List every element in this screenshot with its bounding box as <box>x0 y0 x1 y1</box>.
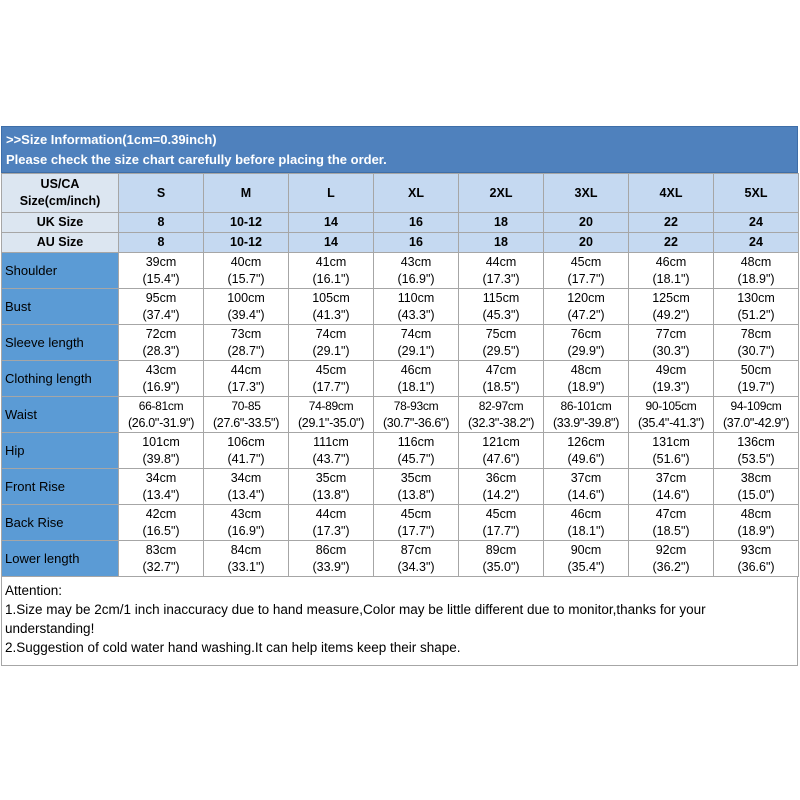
cm-value: 89cm <box>485 542 517 557</box>
cm-value: 93cm <box>740 542 772 557</box>
cm-value: 47cm <box>485 362 517 377</box>
inch-value: (13.4") <box>227 487 265 502</box>
inch-value: (15.0") <box>737 487 775 502</box>
measurement-cell <box>204 505 289 541</box>
measurement-cell <box>629 253 714 289</box>
inch-value: (30.7") <box>737 343 775 358</box>
inch-value: (36.6") <box>737 559 775 574</box>
notes-title: Attention: <box>5 583 63 598</box>
size-info-banner <box>1 126 798 173</box>
measurement-cell <box>119 541 204 577</box>
cm-value: 37cm <box>655 470 687 485</box>
cm-value: 86-101cm <box>560 398 612 413</box>
inch-value: (16.9") <box>397 271 435 286</box>
uk-size-row-cell: 24 <box>714 213 799 233</box>
inch-value: (37.4") <box>142 307 180 322</box>
cm-value: 74cm <box>315 326 347 341</box>
inch-value: (32.7") <box>142 559 180 574</box>
measurement-cell <box>204 361 289 397</box>
inch-value: (26.0"-31.9") <box>127 415 195 430</box>
measurement-cell <box>629 325 714 361</box>
measurement-cell <box>119 361 204 397</box>
measurement-row <box>2 397 799 433</box>
measurement-cell <box>374 541 459 577</box>
measurement-cell <box>629 505 714 541</box>
notes-line-2: 2.Suggestion of cold water hand washing.It can help items keep their shape. <box>5 640 461 655</box>
measurement-row <box>2 253 799 289</box>
measurement-cell <box>629 433 714 469</box>
cm-value: 86cm <box>315 542 347 557</box>
cm-value: 35cm <box>400 470 432 485</box>
us-size-row-cell: S <box>119 174 204 213</box>
measurement-cell <box>204 433 289 469</box>
cm-value: 87cm <box>400 542 432 557</box>
measurement-cell <box>544 397 629 433</box>
cm-value: 38cm <box>740 470 772 485</box>
inch-value: (14.6") <box>652 487 690 502</box>
inch-value: (43.7") <box>312 451 350 466</box>
cm-value: 35cm <box>315 470 347 485</box>
cm-value: 48cm <box>740 254 772 269</box>
au-size-row-cell: 20 <box>544 233 629 253</box>
measurement-cell <box>629 289 714 325</box>
au-size-row-label <box>2 233 119 253</box>
inch-value: (49.6") <box>567 451 605 466</box>
inch-value: (17.7") <box>312 379 350 394</box>
cm-value: 45cm <box>485 506 517 521</box>
inch-value: (13.8") <box>397 487 435 502</box>
measurement-label: Front Rise <box>2 469 119 505</box>
measurement-label: Clothing length <box>2 361 119 397</box>
cm-value: 39cm <box>145 254 177 269</box>
measurement-cell <box>544 361 629 397</box>
cm-value: 34cm <box>145 470 177 485</box>
inch-value: (30.7"-36.6") <box>382 415 450 430</box>
uk-size-row-cell: 18 <box>459 213 544 233</box>
inch-value: (29.1") <box>397 343 435 358</box>
measurement-cell <box>544 325 629 361</box>
cm-value: 44cm <box>230 362 262 377</box>
us-size-row-cell: 4XL <box>629 174 714 213</box>
inch-value: (45.3") <box>482 307 520 322</box>
cm-value: 82-97cm <box>478 398 524 413</box>
cm-value: 48cm <box>570 362 602 377</box>
measurement-cell <box>714 433 799 469</box>
cm-value: 66-81cm <box>138 398 184 413</box>
inch-value: (14.2") <box>482 487 520 502</box>
cm-value: 101cm <box>142 434 180 449</box>
measurement-row <box>2 361 799 397</box>
inch-value: (27.6"-33.5") <box>212 415 280 430</box>
inch-value: (17.7") <box>567 271 605 286</box>
size-chart <box>1 126 798 666</box>
inch-value: (51.6") <box>652 451 690 466</box>
measurement-label: Bust <box>2 289 119 325</box>
uk-size-row-cell: 20 <box>544 213 629 233</box>
measurement-cell <box>459 325 544 361</box>
uk-size-row-cell: 8 <box>119 213 204 233</box>
inch-value: (43.3") <box>397 307 435 322</box>
us-size-row-cell: M <box>204 174 289 213</box>
inch-value: (51.2") <box>737 307 775 322</box>
cm-value: 78-93cm <box>393 398 439 413</box>
measurement-cell <box>204 253 289 289</box>
inch-value: (18.9") <box>737 523 775 538</box>
cm-value: 48cm <box>740 506 772 521</box>
cm-value: 78cm <box>740 326 772 341</box>
uk-size-row <box>2 213 799 233</box>
cm-value: 106cm <box>227 434 265 449</box>
measurement-cell <box>204 469 289 505</box>
measurement-label: Back Rise <box>2 505 119 541</box>
measurement-label: Lower length <box>2 541 119 577</box>
measurement-cell <box>629 397 714 433</box>
inch-value: (18.5") <box>652 523 690 538</box>
us-size-row-label <box>2 174 119 213</box>
cm-value: 74cm <box>400 326 432 341</box>
au-size-row-cell: 10-12 <box>204 233 289 253</box>
measurement-cell <box>374 325 459 361</box>
uk-size-row-cell: 10-12 <box>204 213 289 233</box>
measurement-cell <box>289 505 374 541</box>
cm-value: 43cm <box>145 362 177 377</box>
measurement-cell <box>714 325 799 361</box>
inch-value: (53.5") <box>737 451 775 466</box>
inch-value: (15.7") <box>227 271 265 286</box>
inch-value: (49.2") <box>652 307 690 322</box>
measurement-cell <box>629 469 714 505</box>
cm-value: 92cm <box>655 542 687 557</box>
measurement-cell <box>714 541 799 577</box>
measurement-label: Sleeve length <box>2 325 119 361</box>
measurement-cell <box>459 505 544 541</box>
measurement-cell <box>714 505 799 541</box>
measurement-cell <box>374 289 459 325</box>
measurement-cell <box>714 253 799 289</box>
inch-value: (30.3") <box>652 343 690 358</box>
inch-value: (39.8") <box>142 451 180 466</box>
measurement-row <box>2 505 799 541</box>
cm-value: 42cm <box>145 506 177 521</box>
measurement-cell <box>289 433 374 469</box>
measurement-cell <box>714 469 799 505</box>
measurement-cell <box>119 469 204 505</box>
measurement-cell <box>289 469 374 505</box>
inch-value: (29.1"-35.0") <box>297 415 365 430</box>
cm-value: 40cm <box>230 254 262 269</box>
measurement-cell <box>119 433 204 469</box>
measurement-cell <box>374 397 459 433</box>
au-size-row-cell: 18 <box>459 233 544 253</box>
cm-value: 131cm <box>652 434 690 449</box>
uk-size-row-cell: 14 <box>289 213 374 233</box>
measurement-row <box>2 433 799 469</box>
cm-value: 136cm <box>737 434 775 449</box>
inch-value: (35.4") <box>567 559 605 574</box>
inch-value: (29.1") <box>312 343 350 358</box>
cm-value: 47cm <box>655 506 687 521</box>
measurement-cell <box>119 397 204 433</box>
measurement-cell <box>544 433 629 469</box>
inch-value: (28.7") <box>227 343 265 358</box>
measurement-cell <box>544 289 629 325</box>
cm-value: 100cm <box>227 290 265 305</box>
measurement-row <box>2 289 799 325</box>
measurement-cell <box>374 253 459 289</box>
us-size-row-cell: 2XL <box>459 174 544 213</box>
measurement-cell <box>459 289 544 325</box>
cm-value: 77cm <box>655 326 687 341</box>
au-size-row-cell: 22 <box>629 233 714 253</box>
inch-value: (35.4"-41.3") <box>637 415 705 430</box>
measurement-row <box>2 541 799 577</box>
au-size-row-cell: 24 <box>714 233 799 253</box>
inch-value: (19.3") <box>652 379 690 394</box>
inch-value: (17.3") <box>312 523 350 538</box>
inch-value: (33.9") <box>312 559 350 574</box>
measurement-label: Waist <box>2 397 119 433</box>
cm-value: 37cm <box>570 470 602 485</box>
inch-value: (45.7") <box>397 451 435 466</box>
cm-value: 110cm <box>397 290 435 305</box>
measurement-cell <box>289 541 374 577</box>
cm-value: 75cm <box>485 326 517 341</box>
inch-value: (17.7") <box>397 523 435 538</box>
cm-value: 45cm <box>315 362 347 377</box>
cm-value: 90cm <box>570 542 602 557</box>
cm-value: 111cm <box>313 434 349 449</box>
inch-value: (16.9") <box>142 379 180 394</box>
cm-value: 126cm <box>567 434 605 449</box>
measurement-cell <box>459 253 544 289</box>
cm-value: 46cm <box>400 362 432 377</box>
header-label-text: Size(cm/inch) <box>19 194 101 208</box>
measurement-row <box>2 325 799 361</box>
cm-value: 45cm <box>570 254 602 269</box>
inch-value: (33.9"-39.8") <box>552 415 620 430</box>
measurement-cell <box>289 289 374 325</box>
cm-value: 84cm <box>230 542 262 557</box>
header-label-text: UK Size <box>36 215 84 229</box>
cm-value: 95cm <box>145 290 177 305</box>
inch-value: (37.0"-42.9") <box>722 415 790 430</box>
measurement-cell <box>289 325 374 361</box>
cm-value: 76cm <box>570 326 602 341</box>
inch-value: (17.3") <box>482 271 520 286</box>
cm-value: 90-105cm <box>645 398 697 413</box>
cm-value: 46cm <box>570 506 602 521</box>
measurement-cell <box>119 325 204 361</box>
cm-value: 45cm <box>400 506 432 521</box>
attention-notes <box>1 577 798 666</box>
measurement-cell <box>544 253 629 289</box>
inch-value: (34.3") <box>397 559 435 574</box>
inch-value: (29.9") <box>567 343 605 358</box>
inch-value: (18.5") <box>482 379 520 394</box>
cm-value: 125cm <box>652 290 690 305</box>
cm-value: 34cm <box>230 470 262 485</box>
cm-value: 73cm <box>230 326 262 341</box>
uk-size-row-label <box>2 213 119 233</box>
cm-value: 105cm <box>312 290 350 305</box>
measurement-cell <box>204 541 289 577</box>
au-size-row-cell: 16 <box>374 233 459 253</box>
cm-value: 83cm <box>145 542 177 557</box>
inch-value: (41.7") <box>227 451 265 466</box>
measurement-cell <box>629 541 714 577</box>
measurement-label: Hip <box>2 433 119 469</box>
header-label-text: AU Size <box>36 235 84 249</box>
inch-value: (41.3") <box>312 307 350 322</box>
measurement-cell <box>629 361 714 397</box>
uk-size-row-cell: 16 <box>374 213 459 233</box>
cm-value: 74-89cm <box>308 398 354 413</box>
measurement-cell <box>374 469 459 505</box>
inch-value: (16.1") <box>312 271 350 286</box>
us-size-row <box>2 174 799 213</box>
inch-value: (13.4") <box>142 487 180 502</box>
cm-value: 115cm <box>482 290 520 305</box>
measurement-cell <box>544 541 629 577</box>
measurement-cell <box>544 505 629 541</box>
measurement-row <box>2 469 799 505</box>
cm-value: 36cm <box>485 470 517 485</box>
cm-value: 72cm <box>145 326 177 341</box>
inch-value: (16.5") <box>142 523 180 538</box>
cm-value: 50cm <box>740 362 772 377</box>
inch-value: (47.6") <box>482 451 520 466</box>
measurement-cell <box>714 289 799 325</box>
inch-value: (17.7") <box>482 523 520 538</box>
cm-value: 49cm <box>655 362 687 377</box>
measurement-cell <box>119 289 204 325</box>
inch-value: (15.4") <box>142 271 180 286</box>
measurement-cell <box>374 361 459 397</box>
inch-value: (14.6") <box>567 487 605 502</box>
inch-value: (36.2") <box>652 559 690 574</box>
cm-value: 94-109cm <box>730 398 782 413</box>
measurement-cell <box>459 361 544 397</box>
size-table <box>1 173 799 577</box>
cm-value: 46cm <box>655 254 687 269</box>
measurement-cell <box>119 505 204 541</box>
measurement-cell <box>459 541 544 577</box>
measurement-cell <box>374 505 459 541</box>
inch-value: (18.1") <box>397 379 435 394</box>
uk-size-row-cell: 22 <box>629 213 714 233</box>
au-size-row-cell: 14 <box>289 233 374 253</box>
inch-value: (35.0") <box>482 559 520 574</box>
inch-value: (47.2") <box>567 307 605 322</box>
us-size-row-cell: 5XL <box>714 174 799 213</box>
measurement-cell <box>374 433 459 469</box>
inch-value: (18.9") <box>567 379 605 394</box>
notes-line-1: 1.Size may be 2cm/1 inch inaccuracy due to hand measure,Color may be little different due to monitor,thanks for your understanding! <box>5 602 706 636</box>
cm-value: 43cm <box>230 506 262 521</box>
inch-value: (32.3"-38.2") <box>467 415 535 430</box>
cm-value: 116cm <box>397 434 435 449</box>
measurement-cell <box>119 253 204 289</box>
measurement-cell <box>289 253 374 289</box>
inch-value: (39.4") <box>227 307 265 322</box>
measurement-cell <box>714 397 799 433</box>
inch-value: (19.7") <box>737 379 775 394</box>
cm-value: 44cm <box>485 254 517 269</box>
inch-value: (33.1") <box>227 559 265 574</box>
banner-subtitle: Please check the size chart carefully before placing the order. <box>6 152 387 167</box>
inch-value: (17.3") <box>227 379 265 394</box>
inch-value: (16.9") <box>227 523 265 538</box>
inch-value: (13.8") <box>312 487 350 502</box>
cm-value: 121cm <box>482 434 520 449</box>
us-size-row-cell: XL <box>374 174 459 213</box>
measurement-cell <box>459 469 544 505</box>
measurement-label: Shoulder <box>2 253 119 289</box>
us-size-row-cell: L <box>289 174 374 213</box>
measurement-cell <box>204 325 289 361</box>
inch-value: (28.3") <box>142 343 180 358</box>
inch-value: (29.5") <box>482 343 520 358</box>
cm-value: 130cm <box>737 290 775 305</box>
us-size-row-cell: 3XL <box>544 174 629 213</box>
measurement-cell <box>714 361 799 397</box>
banner-title: >>Size Information(1cm=0.39inch) <box>6 132 217 147</box>
measurement-cell <box>459 433 544 469</box>
inch-value: (18.9") <box>737 271 775 286</box>
header-label-text: US/CA <box>40 177 80 191</box>
au-size-row <box>2 233 799 253</box>
measurement-cell <box>204 397 289 433</box>
measurement-cell <box>204 289 289 325</box>
cm-value: 120cm <box>567 290 605 305</box>
cm-value: 43cm <box>400 254 432 269</box>
cm-value: 70-85 <box>231 398 261 413</box>
au-size-row-cell: 8 <box>119 233 204 253</box>
measurement-cell <box>289 397 374 433</box>
measurement-cell <box>459 397 544 433</box>
measurement-cell <box>289 361 374 397</box>
cm-value: 44cm <box>315 506 347 521</box>
measurement-cell <box>544 469 629 505</box>
inch-value: (18.1") <box>652 271 690 286</box>
inch-value: (18.1") <box>567 523 605 538</box>
cm-value: 41cm <box>315 254 347 269</box>
